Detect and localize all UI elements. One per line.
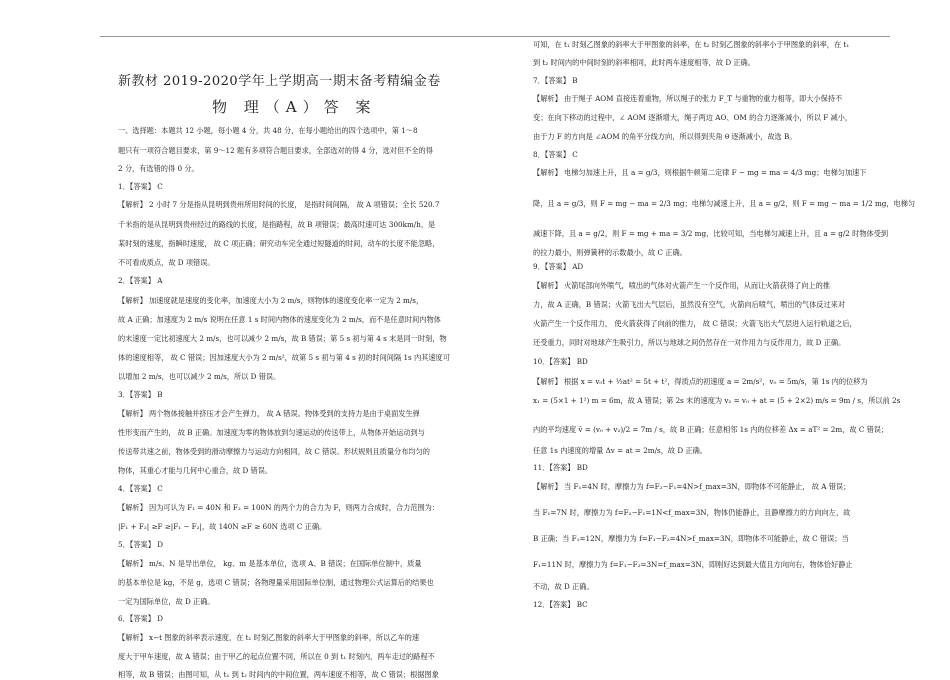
right-column-line: 任意 1s 内速度的增量 Δv = at = 2m/s，故 D 正确。 [533, 446, 707, 455]
right-column-line: 力，故 A 正确，B 错误；火箭飞出大气层后，虽然没有空气，火箭向后喷气，喷出的气体反过来对 [533, 300, 846, 309]
left-column-line: 的基本单位是 kg，不是 g，选项 C 错误；各物理量采用国际单位制，通过物理公式运算后的结果也 [118, 578, 434, 587]
left-column-line: 2 分，有选错的得 0 分。 [118, 164, 199, 173]
left-column-line: 体的速度相等， 故 C 错误；因加速度大小为 2 m/s²，故第 5 s 初与第 4 s 初的时间间隔 1s 内其速度可 [118, 353, 450, 362]
right-column-line: 【解析】 根据 x = v₀t + ½at² = 5t + t²，得质点的初速度 a = 2m/s²，v₀ = 5m/s，第 1s 内的位移为 [533, 377, 868, 386]
right-column-line: 【解析】 火箭尾部向外喷气，喷出的气体对火箭产生一个反作用，从而让火箭获得了向上的推 [533, 281, 830, 290]
right-column-line: 的拉力最小，则弹簧秤的示数最小，故 C 正确。 [533, 248, 687, 257]
right-column-line: 【解析】 电梯匀加速上升，且 a = g/3，则根据牛顿第二定律 F − mg = ma = 4/3 mg；电梯匀加速下 [533, 168, 867, 177]
left-column-line: 3．【答案】 B [118, 390, 163, 399]
left-column-line: 1．【答案】 C [118, 182, 163, 191]
left-column-line: 【解析】 m/s、N 是导出单位， kg、m 是基本单位，选项 A、B 错误；在国际单位制中，质量 [118, 559, 422, 568]
left-column-line: |F₁ + F₂| ≥F ≥|F₁ − F₂|，故 140N ≥F ≥ 60N 选项 C 正确。 [118, 522, 327, 531]
left-column-line: 故 A 正确；加速度为 2 m/s 说明在任意 1 s 时间内物体的速度变化为 2 m/s，而不是任意时间内物体 [118, 315, 441, 324]
left-column-line: 5．【答案】 D [118, 540, 163, 549]
left-column-line: 2．【答案】 A [118, 276, 163, 285]
left-column-line: 【解析】 因为可认为 F₁ = 40N 和 F₂ = 100N 的两个力的合力为 F，则两力合成时，合力范围为： [118, 503, 440, 512]
left-column-line: 一、选择题：本题共 12 小题，每小题 4 分，共 48 分，在每小题给出的四个选项中，第 1～8 [118, 126, 418, 135]
right-column-line: 不动，故 D 正确。 [533, 582, 594, 591]
left-column-line: 【解析】 加速度就是速度的变化率，加速度大小为 2 m/s，则物体的速度变化率一定为 2 m/s， [118, 296, 424, 305]
header-rule [100, 36, 890, 37]
left-column-line: 【解析】 x−t 图象的斜率表示速度，在 t₁ 时刻乙图象的斜率大于甲图象的斜率，所以乙车的速 [118, 633, 420, 642]
left-column-line: 6．【答案】 D [118, 614, 163, 623]
left-column-line: 一定为国际单位，故 D 正确。 [118, 597, 215, 606]
left-column-line: 【解析】 2 小时 7 分是指从昆明到贵州所用时间的长度， 是指时间间隔， 故 A 项错误；全长 520.7 [118, 200, 440, 209]
right-column-line: 8．【答案】 C [533, 150, 578, 159]
left-column-line: 千米指的是从昆明到贵州经过的路线的长度，是指路程，故 B 项错误；最高时速可达 300km/h，是 [118, 220, 436, 229]
right-column-line: 降，且 a = g/3，则 F = mg − ma = 2/3 mg；电梯匀减速上升，且 a = g/2，则 F = mg − ma = 1/2 mg，电梯匀 [533, 199, 916, 208]
left-column-line: 相等，故 B 错误；由图可知，从 t₁ 到 t₂ 时间内的中间位置，两车速度不相等，故 C 错误；根据图象 [118, 670, 439, 679]
left-column-line: 某时刻的速度，指瞬时速度， 故 C 项正确；研究动车完全通过短隧道的时间，动车的长度不能忽略， [118, 239, 440, 248]
left-column-line: 题只有一项符合题目要求，第 9～12 题有多项符合题目要求，全部选对的得 4 分，选对但不全的得 [118, 146, 433, 155]
left-column-line: 【解析】 两个物体接触并挤压才会产生弹力， 故 A 错误。物体受到的支持力是由于桌面发生弹 [118, 409, 420, 418]
right-column-line: 火箭产生一个反作用力， 使火箭获得了向前的推力， 故 C 错误；火箭飞出大气层进入运行轨道之后， [533, 319, 857, 328]
right-column-line: 减速下降，且 a = g/2，则 F = mg + ma = 3/2 mg，比较可知，当电梯匀减速上升，且 a = g/2 时物体受到 [533, 229, 889, 238]
left-column-line: 物体，其重心才能与几何中心重合，故 D 错误。 [118, 466, 273, 475]
right-column-line: 由于力 F 的方向是 ∠AOM 的角平分线方向，所以得到夹角 θ 逐渐减小，故选 B。 [533, 132, 797, 141]
right-column-line: 变；在向下移动的过程中，∠ AOM 逐渐增大，绳子两边 AO、OM 的合力逐渐减小，所以 F 减小， [533, 113, 853, 122]
right-column-line: 内的平均速度 v̄ = (v₀ + v₂)/2 = 7m / s，故 B 正确；任意相邻 1s 内的位移差 Δx = aT² = 2m，故 C 错误； [533, 425, 889, 434]
right-column-line: 【解析】 当 F₁=4N 时，摩擦力为 f=F₂−F₁=4N>f_max=3N，即物体不可能静止， 故 A 错误； [533, 482, 851, 491]
right-column-line: 7．【答案】 B [533, 76, 578, 85]
right-column-line: 到 t₂ 时间内的中间时刻的斜率相同，此时两车速度相等，故 D 正确。 [533, 58, 755, 67]
right-column-line: F₁=11N 时，摩擦力为 f=F₁−F₂=3N=f_max=3N，即刚好达到最大值且方向向右，物体恰好静止 [533, 560, 853, 569]
right-column-line: 当 F₁=7N 时，摩擦力为 f=F₂−F₁=1N<f_max=3N，物体仍能静止，且静摩擦力的方向向左，故 [533, 508, 851, 517]
right-column-line: 可知，在 t₁ 时刻乙图象的斜率大于甲图象的斜率，在 t₂ 时刻乙图象的斜率小于甲图象的斜率，在 t₁ [533, 40, 850, 49]
left-column-line: 传送带共速之前，物体受到的滑动摩擦力与运动方向相同，故 C 错误。形状规则且质量分布均匀的 [118, 447, 430, 456]
right-column-line: 10．【答案】 BD [533, 357, 588, 366]
left-column-line: 性形变而产生的， 故 B 正确。加速度为零的物体放到匀速运动的传送带上，从物体开始运动到与 [118, 428, 425, 437]
right-column-line: x₁ = (5×1 + 1²) m = 6m，故 A 错误；第 2s 末的速度为 v₂ = v₀ + at = (5 + 2×2) m/s = 9m / s，所以前 2s [533, 396, 901, 405]
left-column-line: 度大于甲车速度，故 A 错误；由于甲乙的起点位置不同，所以在 0 到 t₁ 时刻内，两车走过的路程不 [118, 652, 435, 661]
left-column-line: 以增加 2 m/s，也可以减少 2 m/s，所以 D 错误。 [118, 372, 281, 381]
right-column-line: 还受重力，同时对地球产生吸引力，所以与地球之间仍然存在一对作用力与反作用力，故 D 正确。 [533, 338, 846, 347]
right-column-line: 9．【答案】 AD [533, 262, 584, 271]
left-column-line: 4．【答案】 C [118, 484, 163, 493]
right-column-line: B 正确；当 F₁=12N，摩擦力为 f=F₁−F₂=4N>f_max=3N，即物体不可能静止，故 C 错误；当 [533, 534, 849, 543]
page-subtitle: 物 理（A）答 案 [212, 98, 377, 116]
right-column-line: 【解析】 由于绳子 AOM 直接连着重物，所以绳子的张力 F_T 与重物的重力相等，即大小保持不 [533, 94, 843, 103]
right-column-line: 11．【答案】 BD [533, 463, 588, 472]
right-column-line: 12．【答案】 BC [533, 600, 588, 609]
page-title: 新教材 2019-2020学年上学期高一期末备考精编金卷 [118, 74, 441, 89]
left-column-line: 不可看成质点，故 D 项错误。 [118, 258, 215, 267]
left-column-line: 的末速度一定比初速度大 2 m/s，也可以减少 2 m/s，故 B 错误；第 5 s 初与第 4 s 末是同一时刻，物 [118, 334, 447, 343]
